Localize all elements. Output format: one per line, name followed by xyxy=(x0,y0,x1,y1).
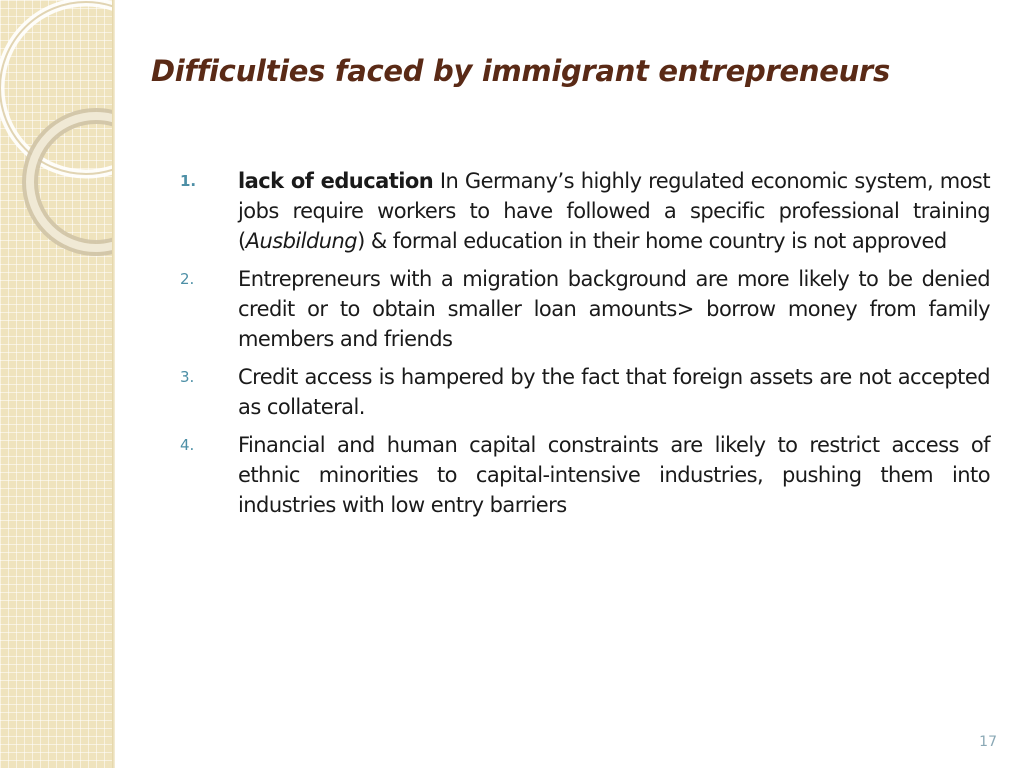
list-number: 4. xyxy=(180,436,195,454)
list-item-text-after: ) & formal education in their home country is not approved xyxy=(357,229,947,253)
list-number: 1. xyxy=(180,172,197,190)
slide-title: Difficulties faced by immigrant entrepreneurs xyxy=(151,54,890,88)
list-item-text: Credit access is hampered by the fact that foreign assets are not accepted as collateral. xyxy=(238,365,990,419)
list-item-text: Financial and human capital constraints are likely to restrict access of ethnic minorities to capital-intensive industries, pushing them into industries with low entry barriers xyxy=(238,433,990,517)
list-item-emphasis: Ausbildung xyxy=(245,229,358,253)
difficulties-list xyxy=(180,166,990,528)
list-number: 3. xyxy=(180,368,195,386)
list-item xyxy=(180,362,990,422)
side-panel-edge xyxy=(112,0,115,768)
decorative-side-panel xyxy=(0,0,112,768)
list-item xyxy=(180,264,990,354)
list-item xyxy=(180,166,990,256)
list-item xyxy=(180,430,990,520)
list-item-text: Entrepreneurs with a migration background are more likely to be denied credit or to obtain smaller loan amounts> borrow money from family members and friends xyxy=(238,267,990,351)
decorative-circles xyxy=(0,0,112,768)
list-item-text-before: In Germany’s highly regulated economic system, most jobs require workers to have followed a specific professional training ( xyxy=(238,169,991,253)
page-number: 17 xyxy=(979,734,997,750)
list-item-lead: lack of education xyxy=(238,169,434,193)
list-item-text xyxy=(238,166,990,256)
list-number: 2. xyxy=(180,270,195,288)
